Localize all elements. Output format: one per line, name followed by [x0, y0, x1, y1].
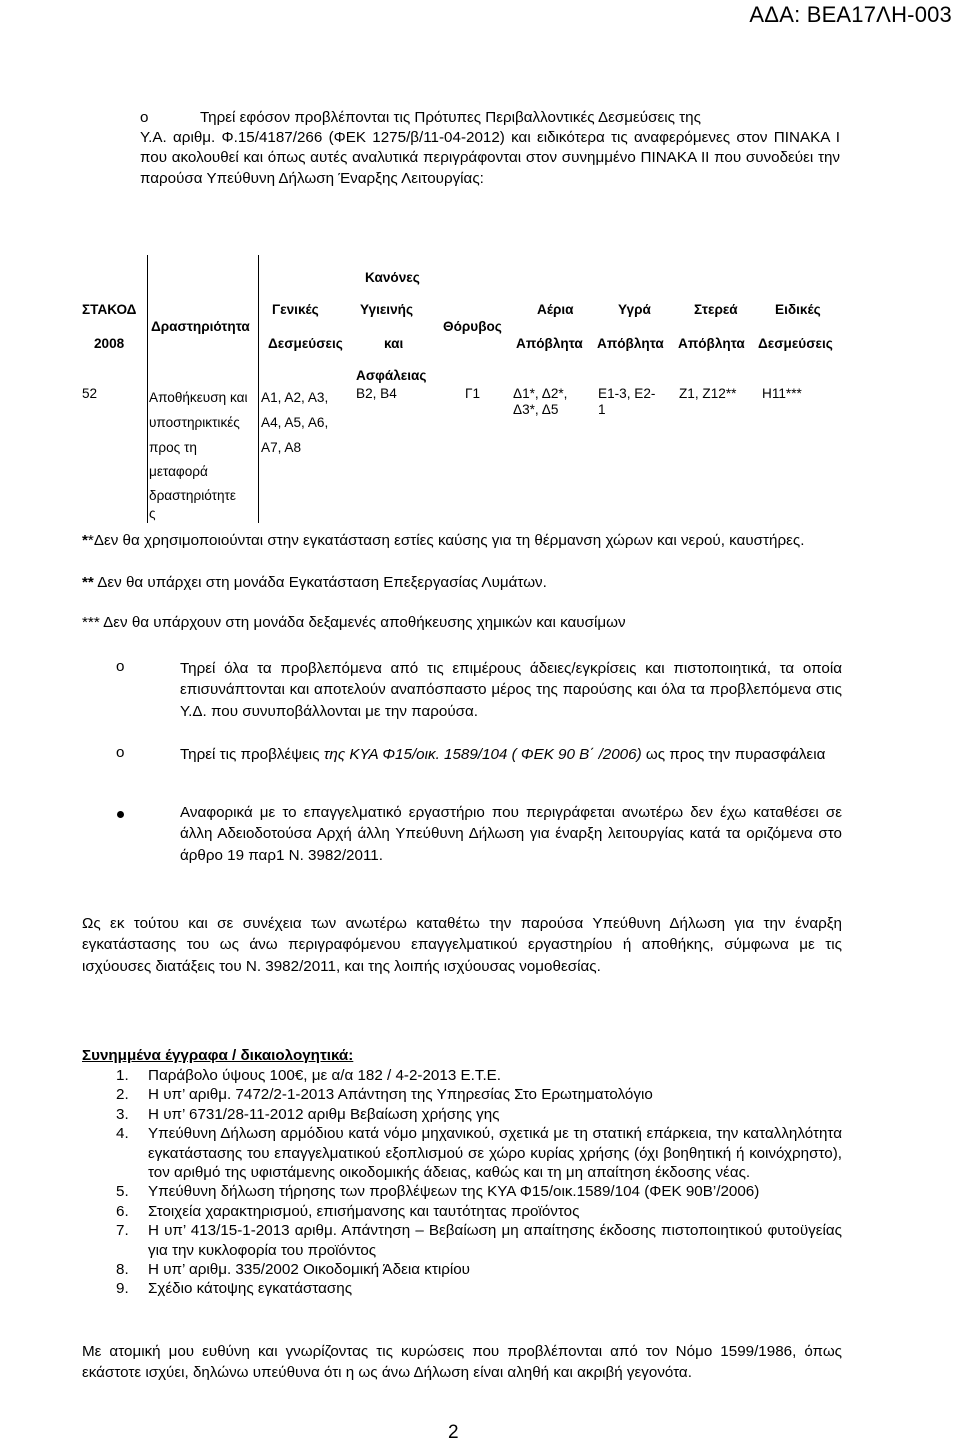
item-text: Η υπ’ 6731/28-11-2012 αριθμ Βεβαίωση χρήσης γης [148, 1105, 500, 1123]
cell-activity-line: προς τη [149, 440, 197, 455]
item-text: Παράβολο ύψους 100€, με α/α 182 / 4-2-2013 Ε.Τ.Ε. [148, 1067, 502, 1084]
cell-activity-line: υποστηρικτικές [149, 415, 240, 430]
item-text: Στοιχεία χαρακτηρισμού, επισήμανσης και ταυτότητας προϊόντος [148, 1202, 580, 1220]
header-rules-4: Ασφάλειας [356, 368, 427, 383]
item-number: 1. [116, 1067, 129, 1084]
header-rules-1: Κανόνες [365, 270, 420, 285]
item-number: 2. [116, 1086, 129, 1104]
header-general-2: Δεσμεύσεις [268, 336, 343, 351]
intro-line-2: Υ.Α. αριθμ. Φ.15/4187/266 (ΦΕΚ 1275/β/11-04-2012) και ειδικότερα τις αναφερόμενες στον ΠΙΝΑΚΑ Ι που ακολουθεί και όπως αυτές αναλυτικά περιγράφονται στον συνημμένο ΠΙΝΑΚΑ ΙΙ που συνοδεύει την παρούσα Υπεύθυνη Δήλωση Έναρξης Λειτουργίας: [140, 129, 840, 187]
item-number: 7. [116, 1222, 129, 1240]
header-liquid-1: Υγρά [618, 302, 651, 317]
list-marker: o [140, 109, 149, 126]
note-2-mark: ** [82, 574, 94, 591]
list-marker: o [116, 658, 125, 675]
cell-activity-line: δραστηριότητε [149, 488, 236, 503]
item-number: 8. [116, 1261, 129, 1279]
list-item [82, 1279, 842, 1298]
list-item [82, 1202, 842, 1221]
cell-general-line: Α7, Α8 [261, 440, 302, 455]
item-number: 3. [116, 1105, 129, 1123]
list-item [82, 1260, 842, 1279]
note-2-text: Δεν θα υπάρχει στη μονάδα Εγκατάσταση Επεξεργασίας Λυμάτων. [97, 574, 547, 591]
header-general-1: Γενικές [272, 302, 319, 317]
item-text: Η υπ’ αριθμ. 335/2002 Οικοδομική Άδεια κτιρίου [148, 1261, 470, 1279]
header-stakod: ΣΤΑΚΟΔ [82, 302, 137, 317]
list-item [82, 1221, 842, 1260]
intro-first-line [140, 108, 840, 128]
cell-general-line: Α4, Α5, Α6, [261, 415, 329, 430]
header-liquid-2: Απόβλητα [597, 336, 664, 351]
cell-liquid-line: 1 [598, 402, 606, 417]
list-item [82, 1066, 842, 1085]
bullet-text: Αναφορικά με το επαγγελματικό εργαστήριο που περιγράφεται ανωτέρω δεν έχω καταθέσει σε άλλη Αδειοδοτούσα Αρχή άλλη Υπεύθυνη Δήλωση για έναρξη λειτουργίας κατά τα οριζόμενα στο άρθρο 19 παρ1 Ν. 3982/2011. [180, 804, 842, 864]
ada-code: ΑΔΑ: ΒΕΑ17ΛΗ-003 [749, 2, 952, 27]
list-item [82, 1124, 842, 1182]
item-text: Υπεύθυνη δήλωση τήρησης των προβλέψεων της ΚΥΑ Φ15/οικ.1589/104 (ΦΕΚ 90Β’/2006) [148, 1183, 760, 1201]
page-number: 2 [448, 1422, 459, 1443]
cell-activity-line: ς [149, 506, 156, 521]
cell-code: 52 [82, 386, 98, 401]
header-solid-2: Απόβλητα [678, 336, 745, 351]
cell-activity-line: Αποθήκευση και [149, 390, 248, 405]
item-text: Υπεύθυνη Δήλωση αρμόδιου κατά νόμο μηχανικού, σχετικά με τη στατική επάρκεια, την καταλληλότητα εγκατάστασης του επαγγελματικού εξοπλισμού σε χώρο κυρίας χρήσης (όχι βοηθητική ή κοινόχρηστο), τον αριθμό της υφιστάμενης οικοδομικής άδειας, καθώς και τη μη απαίτηση έκδοσης νέας. [148, 1125, 842, 1182]
list-item [82, 1105, 842, 1124]
header-special-2: Δεσμεύσεις [758, 336, 833, 351]
header-special-1: Ειδικές [775, 302, 821, 317]
cell-rules: Β2, Β4 [356, 386, 397, 401]
cell-general-line: Α1, Α2, Α3, [261, 390, 329, 405]
cell-activity-line: μεταφορά [149, 464, 208, 479]
cell-liquid-line: Ε1-3, Ε2- [598, 386, 656, 401]
note-1: **Δεν θα χρησιμοποιούνται στην εγκατάσταση εστίες καύσης για τη θέρμανση χώρων και νερού, καυστήρες. [82, 532, 805, 549]
intro-paragraph [140, 108, 840, 189]
item-number: 6. [116, 1202, 129, 1220]
cell-solid: Ζ1, Ζ12** [679, 386, 737, 401]
item-number: 4. [116, 1125, 129, 1143]
header-solid-1: Στερεά [694, 302, 738, 317]
sub-item-2-part-c: ως προς την πυρασφάλεια [641, 746, 826, 763]
intro-line-1: Τηρεί εφόσον προβλέπονται τις Πρότυπες Περιβαλλοντικές Δεσμεύσεις της [200, 109, 701, 126]
closing-paragraph: Με ατομική μου ευθύνη και γνωρίζοντας τις κυρώσεις που προβλέπονται από τον Νόμο 1599/1986, όπως εκάστοτε ισχύει, δηλώνω υπεύθυνα ότι η ως άνω Δήλωση είναι αληθή και ακριβή γεγονότα. [82, 1343, 842, 1382]
declaration-paragraph: Ως εκ τούτου και σε συνέχεια των ανωτέρω καταθέτω την παρούσα Υπεύθυνη Δήλωση για την έναρξη εγκατάστασης του ως άνω περιγραφόμενου επαγγελματικού εργαστηρίου ή αποθήκης, σύμφωνα με τις ισχύουσες διατάξεις του Ν. 3982/2011, και της λοιπής ισχύουσας νομοθεσίας. [82, 915, 842, 975]
note-3: *** Δεν θα υπάρχουν στη μονάδα δεξαμενές αποθήκευσης χημικών και καυσίμων [82, 614, 626, 631]
list-marker: o [116, 744, 125, 761]
header-air-2: Απόβλητα [516, 336, 583, 351]
header-stakod-year: 2008 [94, 336, 125, 351]
table-body [70, 258, 860, 520]
bullet-dot [117, 811, 124, 818]
attachments-list [82, 1066, 842, 1299]
item-number: 9. [116, 1280, 129, 1298]
note-1-text: *Δεν θα χρησιμοποιούνται στην εγκατάσταση εστίες καύσης για τη θέρμανση χώρων και νερού, καυστήρες. [87, 532, 805, 549]
item-text: Σχέδιο κάτοψης εγκατάστασης [148, 1280, 353, 1298]
cell-noise: Γ1 [465, 386, 481, 401]
sub-item-2-part-a: Τηρεί τις προβλέψεις [180, 746, 324, 763]
list-item [82, 1085, 842, 1104]
note-2 [82, 573, 862, 593]
cell-air-line: Δ3*, Δ5 [513, 402, 559, 417]
header-noise: Θόρυβος [443, 319, 502, 334]
header-rules-3: και [384, 336, 404, 351]
cell-air-line: Δ1*, Δ2*, [513, 386, 568, 401]
attachments-section [82, 1046, 842, 1299]
item-text: Η υπ’ αριθμ. 7472/2-1-2013 Απάντηση της Υπηρεσίας Στο Ερωτηματολόγιο [148, 1086, 653, 1104]
header-rules-2: Υγιεινής [360, 302, 414, 317]
attachments-title: Συνημμένα έγγραφα / δικαιολογητικά: [82, 1047, 354, 1064]
header-air-1: Αέρια [537, 302, 574, 317]
item-text: Η υπ’ 413/15-1-2013 αριθμ. Απάντηση – Βεβαίωση μη απαίτησης έκδοσης πιστοποιητικού φυτοϋγείας για την κυκλοφορία του προϊόντος [148, 1222, 842, 1259]
sub-item-2 [180, 744, 842, 765]
cell-special: Η11*** [762, 386, 802, 401]
sub-item-1: Τηρεί όλα τα προβλεπόμενα από τις επιμέρους άδειες/εγκρίσεις και πιστοποιητικά, τα οποία επισυνάπτονται και αποτελούν αναπόσπαστο μέρος της παρούσης και όλα τα προβλεπόμενα στις Υ.Δ. που συνυποβάλλονται με την παρούσα. [180, 660, 842, 720]
item-number: 5. [116, 1183, 129, 1201]
sub-item-2-part-b: της ΚΥΑ Φ15/οικ. 1589/104 ( ΦΕΚ 90 Β΄ /2006) [323, 746, 642, 763]
list-item [82, 1182, 842, 1201]
header-activity: Δραστηριότητα [151, 319, 250, 334]
